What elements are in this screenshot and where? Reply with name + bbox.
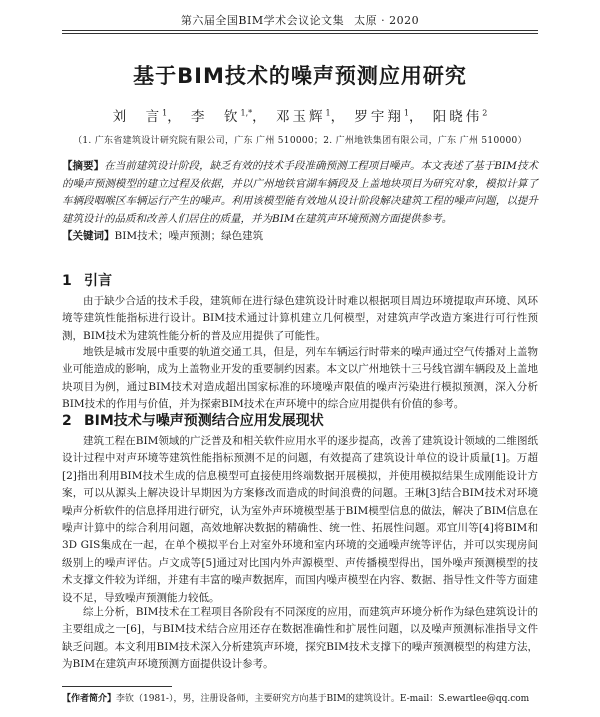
abstract-text: 在当前建筑设计阶段，缺乏有效的技术手段准确预测工程项目噪声。本文表述了基于BIM技术的噪声预测模型的建立过程及依据，并以广州地铁官湖车辆段及上盖地块项目为研究对象，模拟计算了车辆段咽喉区车辆运行产生的噪声。利用该模型能有效地从设计阶段解决建筑工程的噪声问题，以提升建筑设计的品质和改善人们居住的质量，并为BIM在建筑声环境预测方面提供参考。: [62, 160, 539, 225]
author: 邓玉辉$^1$: [275, 108, 331, 125]
abstract-label: 【摘要】: [62, 160, 105, 172]
running-header: [0, 12, 600, 28]
author-list: 刘 言$^1$， 李 钦$^{1,*}$， 邓玉辉$^1$， 罗宇翔$^1$， 阳晓伟$^2$: [112, 108, 488, 125]
body-paragraph: 建筑工程在BIM领域的广泛普及和相关软件应用水平的逐步提高，改善了建筑设计领域的二维图纸设计过程中对声环境等建筑性能指标预测不足的问题，有效提高了建筑设计单位的设计质量[1]。万超[2]指出利用BIM技术生成的信息模型可直接使用终端数据开展模拟，并使用模拟结果生成刚能设计方案，可以从源头上解决设计早期因为方案修改而造成的时间浪费的问题。王琳[3]结合BIM技术对环境噪声分析软件的信息择用进行研究，认为室外声环境模型基于BIM模型信息的做法，解决了BIM信息在噪声计算中的综合利用问题，高效地解决数据的精确性、统一性、拓展性问题。邓宜川等[4]将BIM和3D GIS集成在一起，在单个模拟平台上对室外环境和室内环境的交通噪声统等评估，并可以实现房间级别上的噪声评估。卢文成等[5]通过对比国内外声源模型、声传播模型得出，国外噪声预测模型的技术支撑文件较为详细，并建有丰富的噪声数据库，而国内噪声模型在内容、数据、指导性文件等方面建设不足，导致噪声预测能力较低。: [62, 435, 538, 604]
author: 阳晓伟$^2$: [432, 108, 488, 125]
affiliations: （1. 广东省建筑设计研究院有限公司，广东 广州 510000；2. 广州地铁集团有限公司，广东 广州 510000）: [73, 136, 527, 146]
author: 罗宇翔$^1$: [354, 108, 409, 125]
conference-name: 第六届全国BIM学术会议论文集: [180, 14, 345, 27]
body-paragraph: 地铁是城市发展中重要的轨道交通工具，但是，列车车辆运行时带来的噪声通过空气传播对上盖物业可能造成的影响，成为上盖物业开发的重要制约因素。本文以广州地铁十三号线官湖车辆段及上盖地块项目为例，通过BIM技术对造成超出国家标准的环境噪声限值的噪声污染进行模拟预测，深入分析BIM技术的作用与价值，并为探索BIM技术在声环境中的综合应用提供有价值的参考。: [62, 346, 538, 411]
keywords-label: 【关键词】: [62, 230, 115, 242]
header-rule-top: [62, 30, 538, 31]
author: 刘 言$^1$: [112, 108, 168, 125]
section-number: 1: [62, 273, 72, 289]
keywords-text: BIM技术；噪声预测；绿色建筑: [114, 230, 264, 242]
author-footnote: [62, 691, 538, 704]
body-paragraph: 综上分析，BIM技术在工程项目各阶段有不同深度的应用，而建筑声环境分析作为绿色建筑设计的主要组成之一[6]，与BIM技术结合应用还存在数据准确性和扩展性问题，以及噪声预测标准指导文件缺乏问题。本文利用BIM技术深入分析建筑声环境，探究BIM技术支撑下的噪声预测模型的构建方法，为BIM在建筑声环境预测方面提供设计参考。: [62, 606, 538, 671]
section-heading: [62, 270, 112, 290]
section-title: BIM技术与噪声预测结合应用发展现状: [84, 413, 324, 429]
section-number: 2: [62, 413, 72, 429]
section-heading: [62, 410, 324, 430]
conference-location-year: 太原 · 2020: [354, 14, 420, 27]
section-title: 引言: [84, 273, 112, 289]
footnote-text: 李钦（1981-），男，注册设备师，主要研究方向基于BIM的建筑设计。E-mail：S.ewartlee@qq.com: [116, 694, 530, 704]
paper-title: 基于BIM技术的噪声预测应用研究: [133, 64, 467, 88]
body-paragraph: 由于缺少合适的技术手段，建筑师在进行绿色建筑设计时难以根据项目周边环境提取声环境、风环境等建筑性能指标进行设计。BIM技术通过计算机建立几何模型，对建筑声学改造方案进行可行性预测，BIM技术为建筑性能分析的普及应用提供了可能性。: [62, 295, 538, 342]
footnote-rule: [62, 686, 172, 687]
footnote-label: 【作者简介】: [62, 694, 117, 704]
author: 李 钦$^{1,*}$: [191, 108, 253, 125]
keywords: [62, 228, 538, 245]
header-rule-bottom: [62, 33, 538, 34]
abstract: [62, 158, 538, 228]
